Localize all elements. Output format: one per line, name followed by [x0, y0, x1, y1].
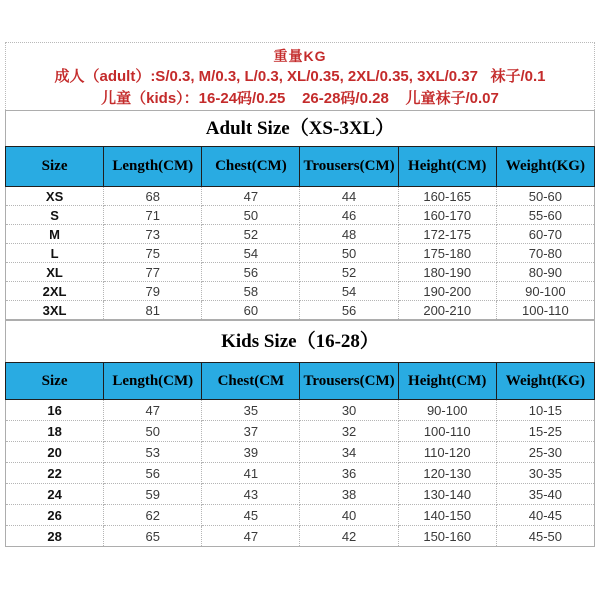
table-row [6, 526, 595, 547]
value-cell: 190-200 [398, 282, 496, 301]
value-cell: 41 [202, 463, 300, 484]
value-cell: 81 [104, 301, 202, 320]
column-header: Trousers(CM) [300, 363, 398, 400]
column-header: Chest(CM) [202, 147, 300, 187]
table-row [6, 187, 595, 206]
value-cell: 45 [202, 505, 300, 526]
table-row [6, 505, 595, 526]
value-cell: 47 [104, 400, 202, 421]
size-cell: S [6, 206, 104, 225]
header-row [6, 363, 595, 400]
weight-title: 重量KG [273, 48, 327, 64]
kids-size-table [5, 362, 595, 547]
size-cell: 28 [6, 526, 104, 547]
column-header: Chest(CM [202, 363, 300, 400]
value-cell: 50-60 [496, 187, 594, 206]
column-header: Height(CM) [398, 363, 496, 400]
value-cell: 45-50 [496, 526, 594, 547]
value-cell: 71 [104, 206, 202, 225]
value-cell: 90-100 [496, 282, 594, 301]
value-cell: 47 [202, 187, 300, 206]
value-cell: 130-140 [398, 484, 496, 505]
value-cell: 50 [300, 244, 398, 263]
kids-weight-line: 儿童（kids）：16-24码/0.25 26-28码/0.28 儿童袜子/0.07 [101, 90, 499, 107]
value-cell: 30-35 [496, 463, 594, 484]
column-header: Size [6, 363, 104, 400]
size-cell: 20 [6, 442, 104, 463]
value-cell: 59 [104, 484, 202, 505]
value-cell: 65 [104, 526, 202, 547]
value-cell: 70-80 [496, 244, 594, 263]
kids-size-title: Kids Size（16-28） [5, 320, 595, 362]
value-cell: 60-70 [496, 225, 594, 244]
value-cell: 47 [202, 526, 300, 547]
value-cell: 40 [300, 505, 398, 526]
size-cell: L [6, 244, 104, 263]
size-chart-sheet [5, 42, 595, 547]
size-cell: XS [6, 187, 104, 206]
value-cell: 175-180 [398, 244, 496, 263]
value-cell: 53 [104, 442, 202, 463]
table-row [6, 244, 595, 263]
value-cell: 68 [104, 187, 202, 206]
table-row [6, 421, 595, 442]
value-cell: 100-110 [496, 301, 594, 320]
value-cell: 54 [202, 244, 300, 263]
value-cell: 10-15 [496, 400, 594, 421]
value-cell: 120-130 [398, 463, 496, 484]
value-cell: 39 [202, 442, 300, 463]
value-cell: 32 [300, 421, 398, 442]
value-cell: 35-40 [496, 484, 594, 505]
value-cell: 44 [300, 187, 398, 206]
value-cell: 56 [300, 301, 398, 320]
value-cell: 110-120 [398, 442, 496, 463]
table-row [6, 263, 595, 282]
size-cell: XL [6, 263, 104, 282]
size-cell: M [6, 225, 104, 244]
value-cell: 34 [300, 442, 398, 463]
value-cell: 38 [300, 484, 398, 505]
value-cell: 40-45 [496, 505, 594, 526]
value-cell: 80-90 [496, 263, 594, 282]
size-cell: 18 [6, 421, 104, 442]
size-cell: 2XL [6, 282, 104, 301]
value-cell: 73 [104, 225, 202, 244]
value-cell: 160-170 [398, 206, 496, 225]
table-row [6, 206, 595, 225]
value-cell: 200-210 [398, 301, 496, 320]
value-cell: 50 [104, 421, 202, 442]
value-cell: 100-110 [398, 421, 496, 442]
column-header: Size [6, 147, 104, 187]
value-cell: 58 [202, 282, 300, 301]
column-header: Height(CM) [398, 147, 496, 187]
value-cell: 43 [202, 484, 300, 505]
value-cell: 15-25 [496, 421, 594, 442]
table-row [6, 282, 595, 301]
size-cell: 26 [6, 505, 104, 526]
value-cell: 160-165 [398, 187, 496, 206]
value-cell: 56 [104, 463, 202, 484]
value-cell: 48 [300, 225, 398, 244]
value-cell: 56 [202, 263, 300, 282]
column-header: Weight(KG) [496, 363, 594, 400]
column-header: Weight(KG) [496, 147, 594, 187]
value-cell: 42 [300, 526, 398, 547]
table-row [6, 484, 595, 505]
value-cell: 35 [202, 400, 300, 421]
value-cell: 37 [202, 421, 300, 442]
value-cell: 77 [104, 263, 202, 282]
value-cell: 140-150 [398, 505, 496, 526]
value-cell: 62 [104, 505, 202, 526]
size-cell: 3XL [6, 301, 104, 320]
value-cell: 150-160 [398, 526, 496, 547]
value-cell: 54 [300, 282, 398, 301]
value-cell: 180-190 [398, 263, 496, 282]
value-cell: 75 [104, 244, 202, 263]
table-row [6, 463, 595, 484]
value-cell: 50 [202, 206, 300, 225]
table-row [6, 225, 595, 244]
adult-weight-line: 成人（adult）:S/0.3, M/0.3, L/0.3, XL/0.35, 2XL/0.35, 3XL/0.37 袜子/0.1 [54, 68, 546, 85]
size-cell: 22 [6, 463, 104, 484]
table-row [6, 301, 595, 320]
value-cell: 52 [202, 225, 300, 244]
value-cell: 52 [300, 263, 398, 282]
value-cell: 90-100 [398, 400, 496, 421]
adult-size-title: Adult Size（XS-3XL） [5, 110, 595, 146]
value-cell: 55-60 [496, 206, 594, 225]
column-header: Length(CM) [104, 147, 202, 187]
table-row [6, 400, 595, 421]
value-cell: 60 [202, 301, 300, 320]
value-cell: 46 [300, 206, 398, 225]
size-cell: 24 [6, 484, 104, 505]
table-row [6, 442, 595, 463]
value-cell: 36 [300, 463, 398, 484]
column-header: Length(CM) [104, 363, 202, 400]
column-header: Trousers(CM) [300, 147, 398, 187]
weight-info-section [5, 42, 595, 110]
value-cell: 172-175 [398, 225, 496, 244]
value-cell: 25-30 [496, 442, 594, 463]
value-cell: 79 [104, 282, 202, 301]
adult-size-table [5, 146, 595, 320]
header-row [6, 147, 595, 187]
value-cell: 30 [300, 400, 398, 421]
size-cell: 16 [6, 400, 104, 421]
